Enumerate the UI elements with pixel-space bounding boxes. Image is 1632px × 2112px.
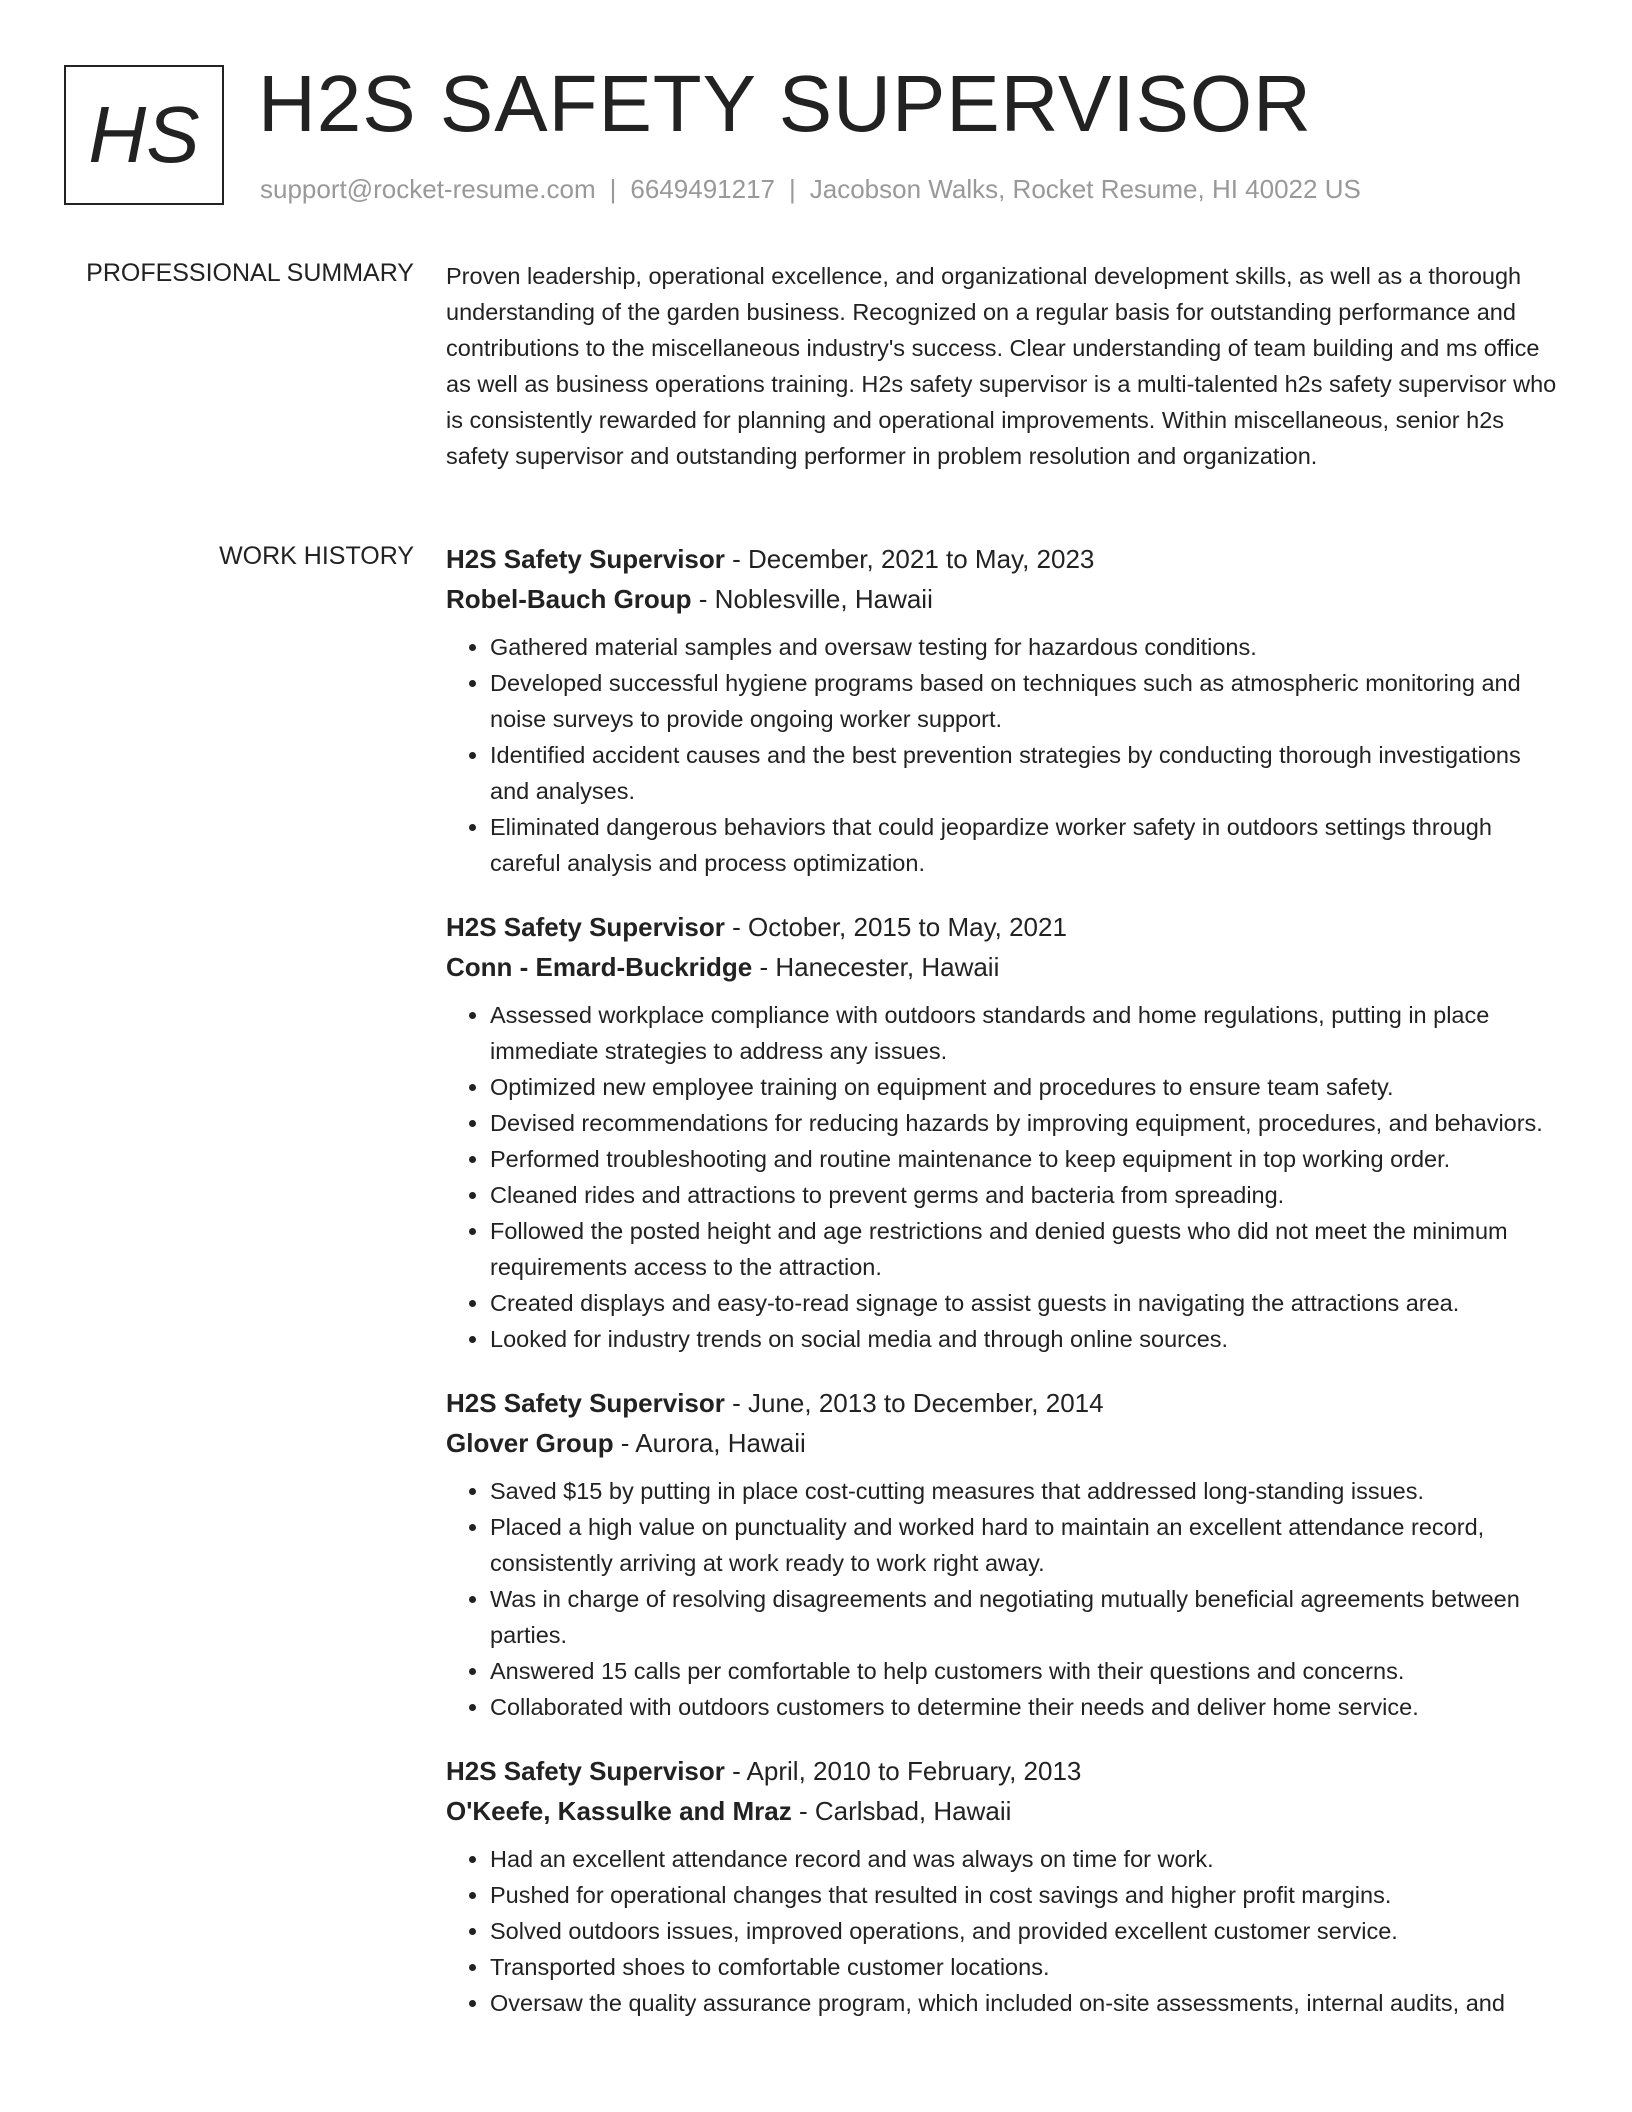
job-duty: • Devised recommendations for reducing hazards by improving equipment, procedures, and behaviors. — [490, 1105, 1564, 1141]
job-duty: • Assessed workplace compliance with outdoors standards and home regulations, putting in place immediate strategies to address any issues. — [490, 997, 1564, 1069]
contact-email[interactable]: support@rocket-resume.com — [260, 174, 596, 204]
job-duties-list — [446, 1841, 1564, 2021]
contact-separator: | — [789, 174, 796, 204]
job-entry — [446, 1383, 1564, 1725]
job-duty: • Oversaw the quality assurance program, which included on-site assessments, internal audits, and — [490, 1985, 1564, 2021]
job-location: - Aurora, Hawaii — [613, 1428, 806, 1458]
job-dates: - April, 2010 to February, 2013 — [724, 1756, 1082, 1786]
job-duty: • Collaborated with outdoors customers to determine their needs and deliver home service. — [490, 1689, 1564, 1725]
summary-section — [446, 258, 1564, 474]
job-duty: • Cleaned rides and attractions to prevent germs and bacteria from spreading. — [490, 1177, 1564, 1213]
job-entry — [446, 1751, 1564, 2021]
job-title-line — [446, 1751, 1564, 1791]
job-entry — [446, 907, 1564, 1357]
job-duty: • Performed troubleshooting and routine maintenance to keep equipment in top working order. — [490, 1141, 1564, 1177]
job-duties-list — [446, 997, 1564, 1357]
work-history-section — [446, 539, 1564, 2047]
job-company-line — [446, 1423, 1564, 1463]
job-company: Robel-Bauch Group — [446, 584, 692, 614]
monogram-text: HS — [88, 90, 200, 179]
job-company-line — [446, 1791, 1564, 1831]
job-duty: • Optimized new employee training on equipment and procedures to ensure team safety. — [490, 1069, 1564, 1105]
job-duty: • Had an excellent attendance record and was always on time for work. — [490, 1841, 1564, 1877]
job-title: H2S Safety Supervisor — [446, 912, 725, 942]
summary-section-label: PROFESSIONAL SUMMARY — [86, 259, 414, 287]
candidate-name: H2S SAFETY SUPERVISOR — [258, 59, 1312, 148]
job-duty: • Identified accident causes and the best prevention strategies by conducting thorough investigations and analyses. — [490, 737, 1564, 809]
job-duty: • Saved $15 by putting in place cost-cutting measures that addressed long-standing issues. — [490, 1473, 1564, 1509]
contact-address: Jacobson Walks, Rocket Resume, HI 40022 US — [809, 174, 1361, 204]
job-duty: • Developed successful hygiene programs based on techniques such as atmospheric monitoring and noise surveys to provide ongoing worker support. — [490, 665, 1564, 737]
job-duty: • Placed a high value on punctuality and worked hard to maintain an excellent attendance record, consistently arriving at work ready to work right away. — [490, 1509, 1564, 1581]
job-duties-list — [446, 1473, 1564, 1725]
job-title: H2S Safety Supervisor — [446, 1388, 725, 1418]
job-duty: • Gathered material samples and oversaw testing for hazardous conditions. — [490, 629, 1564, 665]
job-entry — [446, 539, 1564, 881]
contact-separator: | — [609, 174, 617, 204]
job-title: H2S Safety Supervisor — [446, 1756, 725, 1786]
job-duty: • Followed the posted height and age restrictions and denied guests who did not meet the minimum requirements access to the attraction. — [490, 1213, 1564, 1285]
job-location: - Noblesville, Hawaii — [691, 584, 933, 614]
job-duty: • Eliminated dangerous behaviors that could jeopardize worker safety in outdoors settings through careful analysis and process optimization. — [490, 809, 1564, 881]
job-company-line — [446, 947, 1564, 987]
job-company: Glover Group — [446, 1428, 614, 1458]
job-dates: - December, 2021 to May, 2023 — [724, 544, 1095, 574]
job-duty: • Solved outdoors issues, improved operations, and provided excellent customer service. — [490, 1913, 1564, 1949]
job-title-line — [446, 907, 1564, 947]
contact-phone[interactable]: 6649491217 — [630, 174, 775, 204]
monogram-logo — [64, 65, 224, 205]
job-title-line — [446, 1383, 1564, 1423]
contact-line — [260, 174, 1361, 205]
job-duty: • Pushed for operational changes that resulted in cost savings and higher profit margins. — [490, 1877, 1564, 1913]
job-company: Conn - Emard-Buckridge — [446, 952, 753, 982]
job-location: - Carlsbad, Hawaii — [791, 1796, 1012, 1826]
work-history-section-label: WORK HISTORY — [219, 542, 414, 570]
job-title-line — [446, 539, 1564, 579]
job-duty: • Answered 15 calls per comfortable to help customers with their questions and concerns. — [490, 1653, 1564, 1689]
summary-text: Proven leadership, operational excellence, and organizational development skills, as well as a thorough understanding of the garden business. Recognized on a regular basis for outstanding performance and contributions to the miscellaneous industry's success. Clear understanding of team building and ms office as well as business operations training. H2s safety supervisor is a multi-talented h2s safety supervisor who is consistently rewarded for planning and operational improvements. Within miscellaneous, senior h2s safety supervisor and outstanding performer in problem resolution and organization. — [446, 263, 1557, 469]
job-duty: • Created displays and easy-to-read signage to assist guests in navigating the attractions area. — [490, 1285, 1564, 1321]
job-duties-list — [446, 629, 1564, 881]
job-duty: • Transported shoes to comfortable customer locations. — [490, 1949, 1564, 1985]
job-location: - Hanecester, Hawaii — [752, 952, 1000, 982]
job-duty: • Looked for industry trends on social media and through online sources. — [490, 1321, 1564, 1357]
job-dates: - June, 2013 to December, 2014 — [724, 1388, 1104, 1418]
job-company: O'Keefe, Kassulke and Mraz — [446, 1796, 792, 1826]
job-duty: • Was in charge of resolving disagreements and negotiating mutually beneficial agreements between parties. — [490, 1581, 1564, 1653]
job-dates: - October, 2015 to May, 2021 — [724, 912, 1067, 942]
job-company-line — [446, 579, 1564, 619]
job-title: H2S Safety Supervisor — [446, 544, 725, 574]
